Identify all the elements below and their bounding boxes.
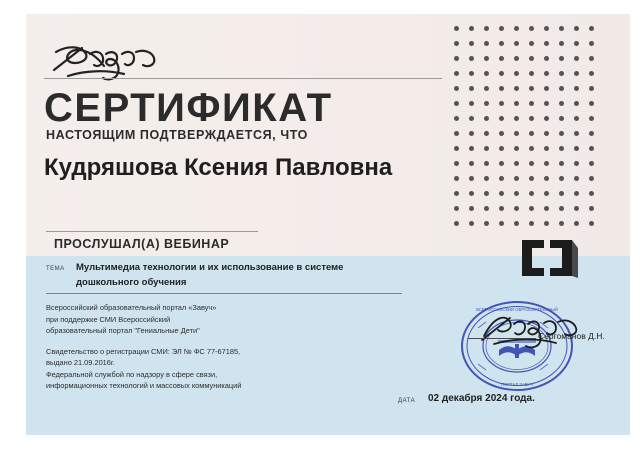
dot	[484, 101, 489, 106]
dot	[529, 221, 534, 226]
dot	[469, 26, 474, 31]
dot	[544, 86, 549, 91]
dot	[559, 41, 564, 46]
dot	[559, 101, 564, 106]
dot	[454, 101, 459, 106]
dot	[514, 221, 519, 226]
dot	[484, 41, 489, 46]
dot	[544, 131, 549, 136]
dot	[469, 86, 474, 91]
dot	[514, 26, 519, 31]
dot	[544, 161, 549, 166]
dot	[499, 86, 504, 91]
dot	[544, 146, 549, 151]
dot	[499, 191, 504, 196]
dot	[544, 176, 549, 181]
dot	[484, 206, 489, 211]
date-label: ДАТА	[398, 398, 416, 404]
attended-label: ПРОСЛУШАЛ(А) ВЕБИНАР	[54, 237, 230, 251]
dot	[559, 86, 564, 91]
topic-label: ТЕМА	[46, 266, 65, 272]
dot	[469, 71, 474, 76]
dot	[484, 26, 489, 31]
dot	[574, 56, 579, 61]
dot	[574, 161, 579, 166]
dot	[544, 206, 549, 211]
dot	[589, 161, 594, 166]
dot	[469, 146, 474, 151]
registration-line: Свидетельство о регистрации СМИ: ЭЛ № ФС 77-67185,	[46, 346, 241, 356]
dot	[559, 26, 564, 31]
dot	[469, 131, 474, 136]
dot	[514, 176, 519, 181]
dot	[469, 206, 474, 211]
dot	[529, 131, 534, 136]
dot	[589, 71, 594, 76]
dot	[529, 56, 534, 61]
dot	[499, 26, 504, 31]
dot	[454, 86, 459, 91]
dot	[484, 56, 489, 61]
dot	[454, 131, 459, 136]
dot	[454, 116, 459, 121]
dot	[544, 26, 549, 31]
dot	[469, 41, 474, 46]
dot	[589, 41, 594, 46]
dot	[454, 221, 459, 226]
dot	[574, 176, 579, 181]
dot	[454, 71, 459, 76]
dot	[499, 131, 504, 136]
dot	[484, 221, 489, 226]
dot	[589, 206, 594, 211]
certificate-subtitle: НАСТОЯЩИМ ПОДТВЕРЖДАЕТСЯ, ЧТО	[46, 128, 308, 142]
registration-line: выдано 21.09.2016г.	[46, 358, 115, 367]
dot	[514, 116, 519, 121]
dot	[514, 131, 519, 136]
dot	[574, 221, 579, 226]
dot	[499, 176, 504, 181]
dot	[574, 101, 579, 106]
dot	[499, 71, 504, 76]
dot	[574, 131, 579, 136]
dot	[574, 41, 579, 46]
organization-line: Всероссийский образовательный портал «Завуч»	[46, 303, 217, 312]
organization-line: образовательный портал "Гениальные Дети"	[46, 326, 200, 335]
dot	[589, 176, 594, 181]
dot	[589, 56, 594, 61]
dot	[499, 206, 504, 211]
organization-block	[46, 302, 296, 392]
dot	[559, 176, 564, 181]
dot	[529, 176, 534, 181]
dot	[574, 146, 579, 151]
dot	[469, 116, 474, 121]
registration-line: Федеральной службой по надзору в сфере связи,	[46, 369, 218, 379]
dot	[559, 206, 564, 211]
divider-topic	[46, 293, 402, 294]
dot	[514, 191, 519, 196]
dot	[529, 101, 534, 106]
dot	[529, 86, 534, 91]
dot	[544, 116, 549, 121]
dot	[514, 71, 519, 76]
dot	[469, 101, 474, 106]
dot	[484, 71, 489, 76]
dot	[544, 191, 549, 196]
organization-paragraph	[46, 302, 296, 337]
dot	[499, 146, 504, 151]
dot	[484, 161, 489, 166]
dot	[454, 26, 459, 31]
dot	[529, 161, 534, 166]
dot	[499, 116, 504, 121]
signer-name: Сергоманов Д.Н.	[538, 331, 605, 341]
dot	[514, 161, 519, 166]
dot	[559, 191, 564, 196]
dot	[589, 86, 594, 91]
dot	[544, 41, 549, 46]
dot	[499, 221, 504, 226]
dot	[544, 56, 549, 61]
dot	[484, 191, 489, 196]
dot	[589, 191, 594, 196]
registration-line: информационных технологий и массовых коммуникаций	[46, 381, 242, 390]
brand-logo-icon	[520, 238, 578, 278]
dot	[469, 221, 474, 226]
date-value: 02 декабря 2024 года.	[428, 393, 535, 404]
divider-top	[44, 78, 442, 79]
dot-grid-decoration	[454, 26, 606, 236]
dot	[484, 86, 489, 91]
dot	[469, 56, 474, 61]
dot	[574, 116, 579, 121]
dot	[559, 56, 564, 61]
dot	[559, 116, 564, 121]
dot	[529, 146, 534, 151]
dot	[454, 56, 459, 61]
dot	[454, 206, 459, 211]
page-title: СЕРТИФИКАТ	[44, 86, 333, 130]
dot	[574, 86, 579, 91]
dot	[544, 221, 549, 226]
bottom-margin	[0, 435, 640, 453]
dot	[514, 86, 519, 91]
dot	[469, 191, 474, 196]
left-margin	[0, 0, 26, 453]
dot	[454, 191, 459, 196]
dot	[484, 146, 489, 151]
dot	[484, 176, 489, 181]
dot	[514, 206, 519, 211]
dot	[589, 146, 594, 151]
dot	[589, 221, 594, 226]
dot	[529, 191, 534, 196]
dot	[514, 101, 519, 106]
dot	[499, 41, 504, 46]
dot	[529, 206, 534, 211]
dot	[589, 116, 594, 121]
dot	[559, 131, 564, 136]
dot	[589, 131, 594, 136]
dot	[529, 41, 534, 46]
dot	[484, 116, 489, 121]
dot	[514, 41, 519, 46]
dot	[529, 71, 534, 76]
dot	[559, 161, 564, 166]
divider-recipient	[46, 231, 258, 232]
dot	[544, 101, 549, 106]
svg-text:ВСЕРОССИЙСКИЙ ОБРАЗОВАТЕЛЬНЫЙ: ВСЕРОССИЙСКИЙ ОБРАЗОВАТЕЛЬНЫЙ	[476, 307, 558, 312]
recipient-name: Кудряшова Ксения Павловна	[44, 154, 393, 181]
dot	[574, 206, 579, 211]
dot	[514, 56, 519, 61]
dot	[559, 221, 564, 226]
organization-line: при поддержке СМИ Всероссийский	[46, 314, 171, 324]
dot	[574, 26, 579, 31]
dot	[454, 41, 459, 46]
dot	[499, 56, 504, 61]
dot	[574, 191, 579, 196]
signature-line	[468, 338, 536, 339]
dot	[529, 116, 534, 121]
right-margin	[630, 0, 640, 453]
registration-paragraph	[46, 346, 296, 392]
dot	[529, 26, 534, 31]
dot	[544, 71, 549, 76]
dot	[514, 146, 519, 151]
dot	[454, 146, 459, 151]
dot	[484, 131, 489, 136]
dot	[499, 161, 504, 166]
top-margin	[0, 0, 640, 14]
dot	[589, 26, 594, 31]
dot	[589, 101, 594, 106]
dot	[574, 71, 579, 76]
dot	[499, 101, 504, 106]
topic-text: Мультимедиа технологии и их использование в системе дошкольного обучения	[76, 262, 344, 288]
dot	[559, 71, 564, 76]
svg-text:ПОРТАЛ ЗАВУЧ: ПОРТАЛ ЗАВУЧ	[501, 382, 533, 387]
dot	[559, 146, 564, 151]
